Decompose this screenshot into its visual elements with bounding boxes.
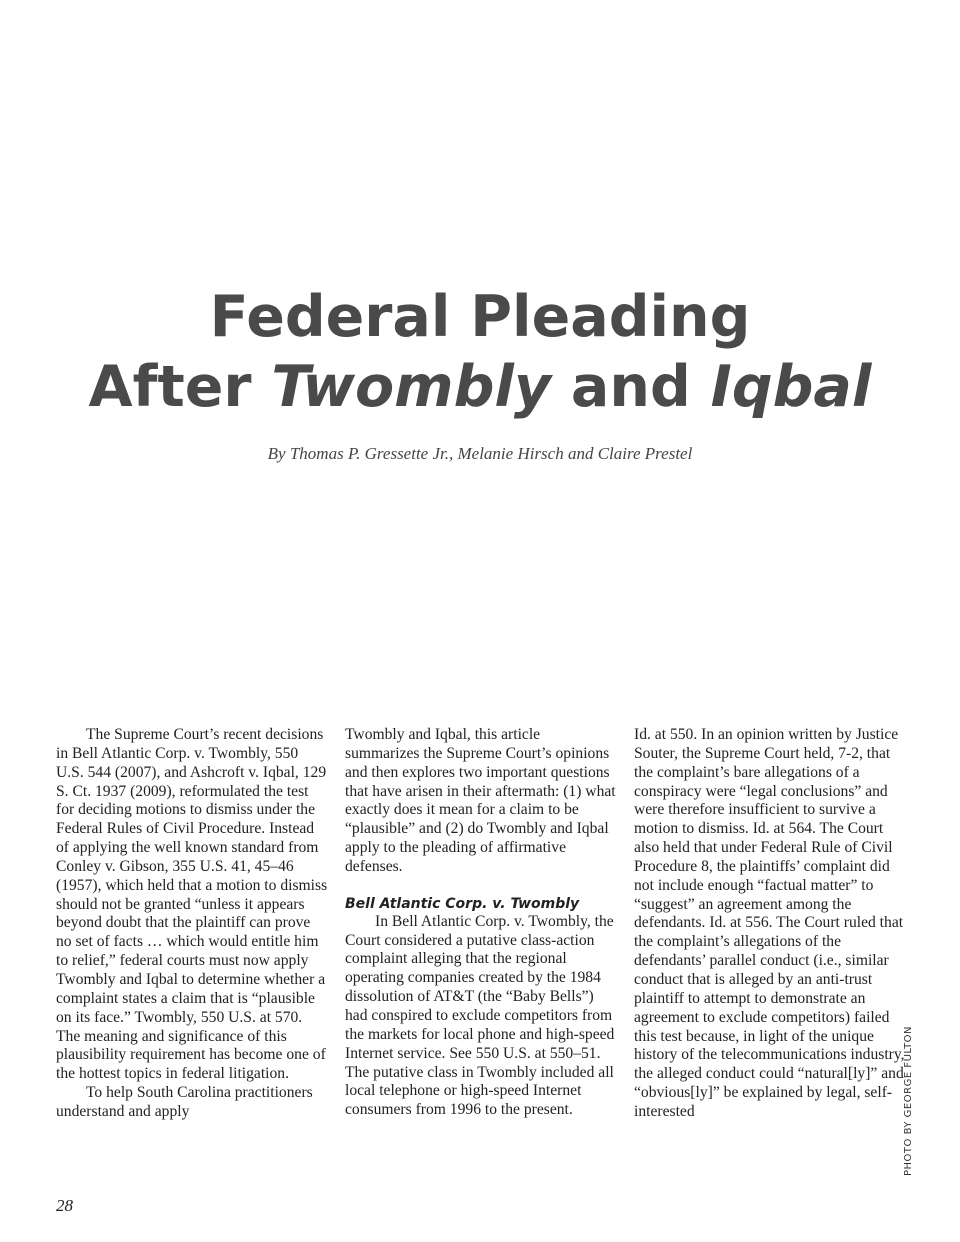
- section-heading: Bell Atlantic Corp. v. Twombly: [345, 895, 580, 912]
- page-number: 28: [56, 1196, 73, 1215]
- col1-paragraph-2: To help South Carolina practitioners understand and apply: [56, 1084, 313, 1120]
- col3-paragraph-1: Id. at 550. In an opinion written by Justice Souter, the Supreme Court held, 7-2, that the complaint’s bare allegations of a conspiracy were “legal conclusions” and were therefore insufficient to survive a motion to dismiss. Id. at 564. The Court also held that under Federal Rule of Civil Procedure 8, the plaintiffs’ complaint did not include enough “factual matter” to “suggest” an agreement among the defendants. Id. at 556. The Court ruled that the complaint’s allegations of the defendants’ parallel conduct (i.e., similar conduct that is alleged by an anti-trust plaintiff to attempt to demonstrate an agreement to exclude competitors) failed this test because, in light of the unique history of the telecommunications industry, the alleged conduct could “natural[ly]” and “obvious[ly]” be explained by legal, self-interested: [634, 726, 905, 1120]
- photo-credit: PHOTO BY GEORGE FULTON: [903, 1025, 914, 1176]
- title-line-1: Federal Pleading: [209, 284, 751, 350]
- column-1: [56, 726, 328, 1122]
- column-2: [345, 726, 617, 1120]
- title-and: and: [551, 354, 711, 420]
- article-title: [0, 282, 960, 422]
- column-3: [634, 726, 906, 1122]
- title-case-iqbal: Iqbal: [710, 354, 872, 420]
- byline: By Thomas P. Gressette Jr., Melanie Hirsch and Claire Prestel: [267, 444, 693, 463]
- title-line-2: [0, 352, 960, 422]
- col2-paragraph-2: In Bell Atlantic Corp. v. Twombly, the Court considered a putative class-action complaint alleging that the regional operating companies created by the 1984 dissolution of AT&T (the “Baby Bells”) had conspired to exclude competitors from the markets for local phone and high-speed Internet service. See 550 U.S. at 550–51. The putative class in Twombly included all local telephone or high-speed Internet consumers from 1996 to the present.: [345, 912, 615, 1119]
- title-after: After: [88, 354, 272, 420]
- col1-paragraph-1: The Supreme Court’s recent decisions in Bell Atlantic Corp. v. Twombly, 550 U.S. 544 (2007), and Ashcroft v. Iqbal, 129 S. Ct. 1937 (2009), reformulated the test for deciding motions to dismiss under the Federal Rules of Civil Procedure. Instead of applying the well known standard from Conley v. Gibson, 355 U.S. 41, 45–46 (1957), which held that a motion to dismiss should not be granted “unless it appears beyond doubt that the plaintiff can prove no set of facts … which would entitle him to relief,” federal courts must now apply Twombly and Iqbal to determine whether a complaint states a claim that is “plausible on its face.” Twombly, 550 U.S. at 570. The meaning and significance of this plausibility requirement has become one of the hottest topics in federal litigation.: [56, 726, 328, 1083]
- title-case-twombly: Twombly: [271, 354, 552, 420]
- col2-paragraph-1: Twombly and Iqbal, this article summarizes the Supreme Court’s opinions and then explores two important questions that have arisen in their aftermath: (1) what exactly does it mean for a claim to be “plausible” and (2) do Twombly and Iqbal apply to the pleading of affirmative defenses.: [345, 726, 616, 875]
